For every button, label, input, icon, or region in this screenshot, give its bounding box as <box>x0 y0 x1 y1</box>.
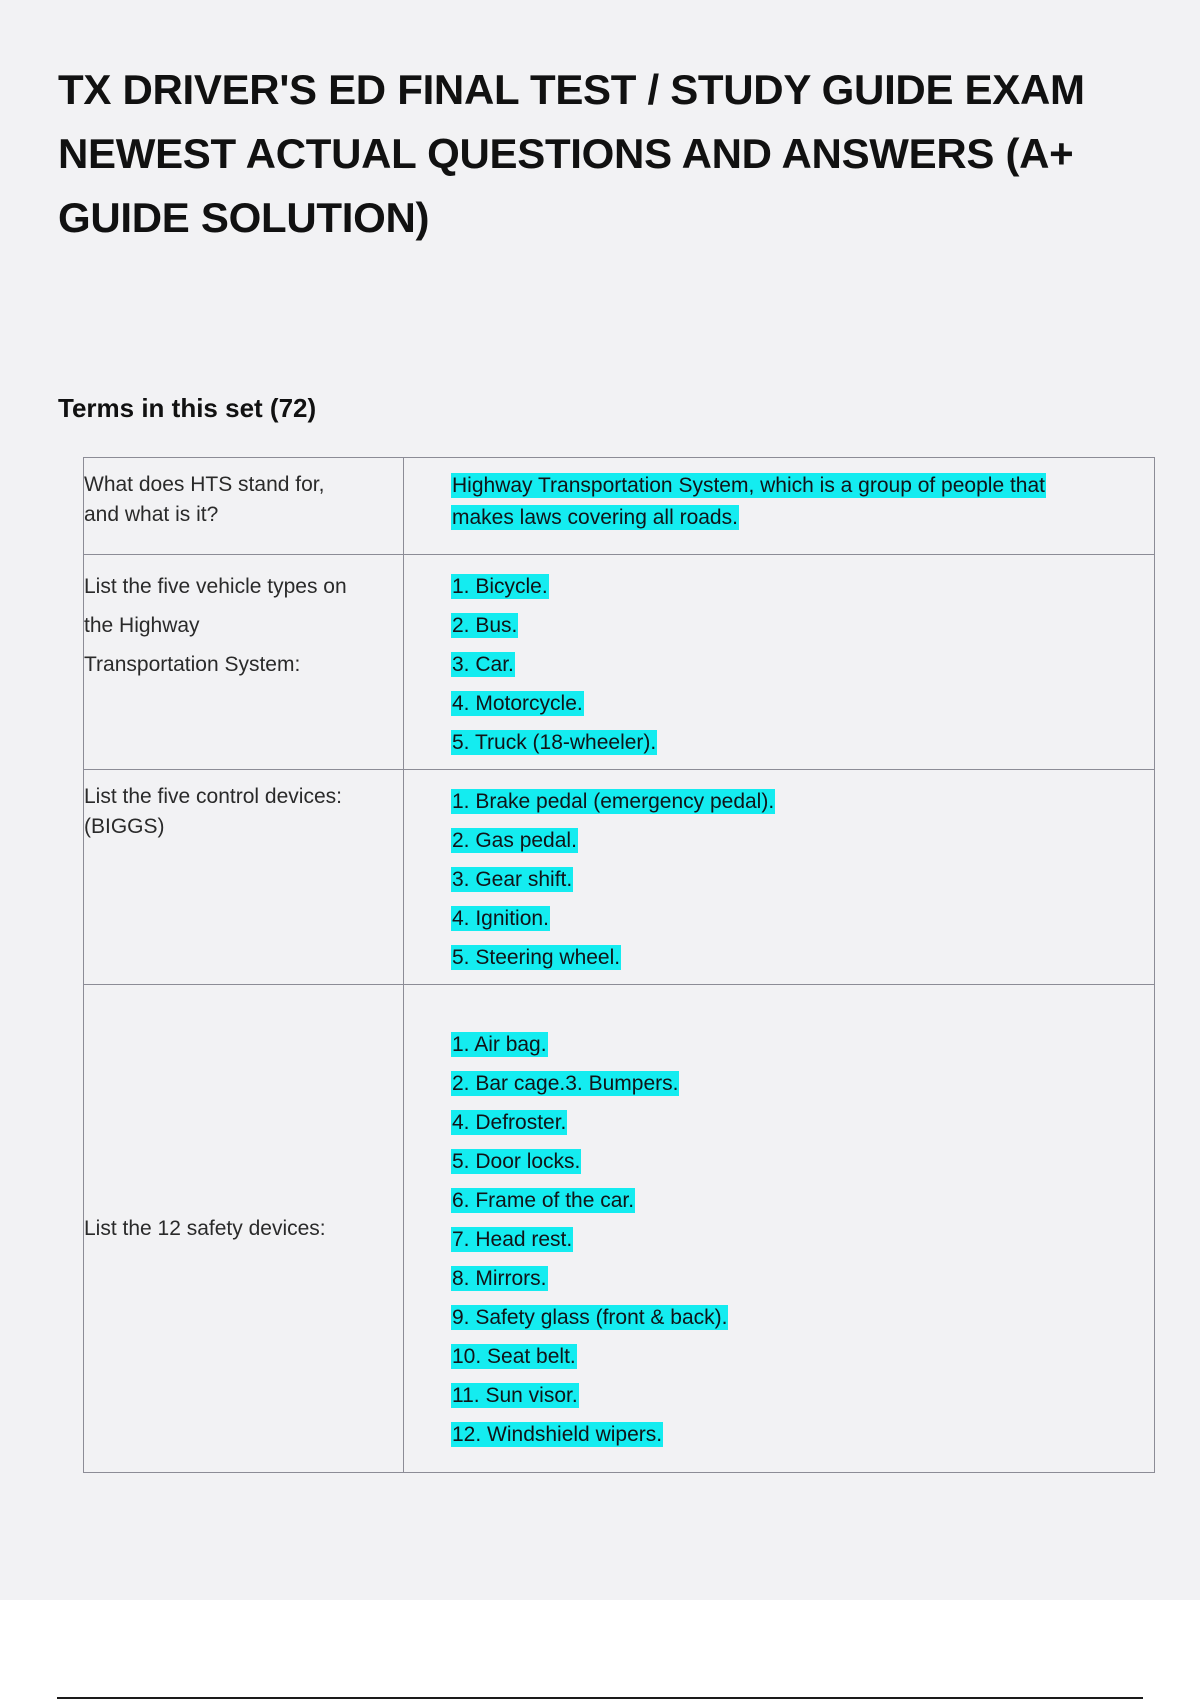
term-line: and what is it? <box>84 503 219 526</box>
definition-line <box>451 1142 1154 1181</box>
term-line: List the five control devices: <box>84 785 342 808</box>
term-line: Transportation System: <box>84 653 301 676</box>
highlighted-text: 5. Steering wheel. <box>452 946 621 969</box>
definition-line <box>451 645 1154 684</box>
definition-line <box>451 821 1154 860</box>
term-line: (BIGGS) <box>84 815 165 838</box>
term-line: What does HTS stand for, <box>84 473 325 496</box>
highlighted-text: 5. Door locks. <box>452 1150 581 1173</box>
definition-cell <box>404 770 1155 985</box>
definition-line <box>451 860 1154 899</box>
definition-cell <box>404 555 1155 770</box>
term-line: the Highway <box>84 614 200 637</box>
highlighted-text: 12. Windshield wipers. <box>452 1423 663 1446</box>
term-row <box>84 770 1155 985</box>
term-row <box>84 985 1155 1473</box>
definition-line <box>451 1181 1154 1220</box>
definition-line <box>451 782 1154 821</box>
definition-line <box>451 1337 1154 1376</box>
definition-line <box>451 1259 1154 1298</box>
highlighted-text: 7. Head rest. <box>452 1228 573 1251</box>
highlighted-text: 2. Bar cage.3. Bumpers. <box>452 1072 679 1095</box>
footer-divider <box>57 1697 1143 1699</box>
highlighted-text: 5. Truck (18-wheeler). <box>452 731 657 754</box>
definition-line <box>451 1103 1154 1142</box>
definition-line <box>451 723 1154 762</box>
term-line: List the 12 safety devices: <box>84 1216 326 1240</box>
highlighted-text: 1. Bicycle. <box>452 575 548 598</box>
highlighted-text: Highway Transportation System, which is a group of people that <box>452 474 1045 497</box>
highlighted-text: 3. Car. <box>452 653 514 676</box>
terms-table <box>83 457 1155 1473</box>
highlighted-text: 2. Gas pedal. <box>452 829 577 852</box>
term-cell <box>84 985 404 1473</box>
highlighted-text: 4. Defroster. <box>452 1111 567 1134</box>
highlighted-text: 9. Safety glass (front & back). <box>452 1306 728 1329</box>
term-row <box>84 458 1155 555</box>
definition-line <box>451 1064 1154 1103</box>
highlighted-text: 6. Frame of the car. <box>452 1189 635 1212</box>
definition-cell <box>404 458 1155 555</box>
title-line: NEWEST ACTUAL QUESTIONS AND ANSWERS (A+ <box>58 130 1074 177</box>
definition-line <box>451 502 1154 534</box>
highlighted-text: 3. Gear shift. <box>452 868 573 891</box>
definition-line <box>451 470 1154 502</box>
definition-line <box>451 684 1154 723</box>
highlighted-text: 4. Motorcycle. <box>452 692 583 715</box>
highlighted-text: 11. Sun visor. <box>452 1384 578 1407</box>
document-title <box>58 58 1098 250</box>
definition-line <box>451 1415 1154 1454</box>
definition-line <box>451 938 1154 977</box>
terms-heading: Terms in this set (72) <box>58 393 317 423</box>
highlighted-text: makes laws covering all roads. <box>452 506 738 529</box>
definition-line <box>451 1298 1154 1337</box>
highlighted-text: 1. Brake pedal (emergency pedal). <box>452 790 775 813</box>
term-cell <box>84 770 404 985</box>
definition-line <box>451 1025 1154 1064</box>
term-cell <box>84 555 404 770</box>
definition-line <box>451 606 1154 645</box>
highlighted-text: 1. Air bag. <box>452 1033 547 1056</box>
definition-line <box>451 1220 1154 1259</box>
highlighted-text: 10. Seat belt. <box>452 1345 576 1368</box>
term-line: List the five vehicle types on <box>84 575 347 598</box>
definition-line <box>451 1376 1154 1415</box>
title-line: GUIDE SOLUTION) <box>58 194 430 241</box>
highlighted-text: 8. Mirrors. <box>452 1267 547 1290</box>
term-row <box>84 555 1155 770</box>
definition-line <box>451 567 1154 606</box>
definition-cell <box>404 985 1155 1473</box>
highlighted-text: 2. Bus. <box>452 614 518 637</box>
term-cell <box>84 458 404 555</box>
highlighted-text: 4. Ignition. <box>452 907 549 930</box>
definition-line <box>451 899 1154 938</box>
title-line: TX DRIVER'S ED FINAL TEST / STUDY GUIDE EXAM <box>58 66 1085 113</box>
